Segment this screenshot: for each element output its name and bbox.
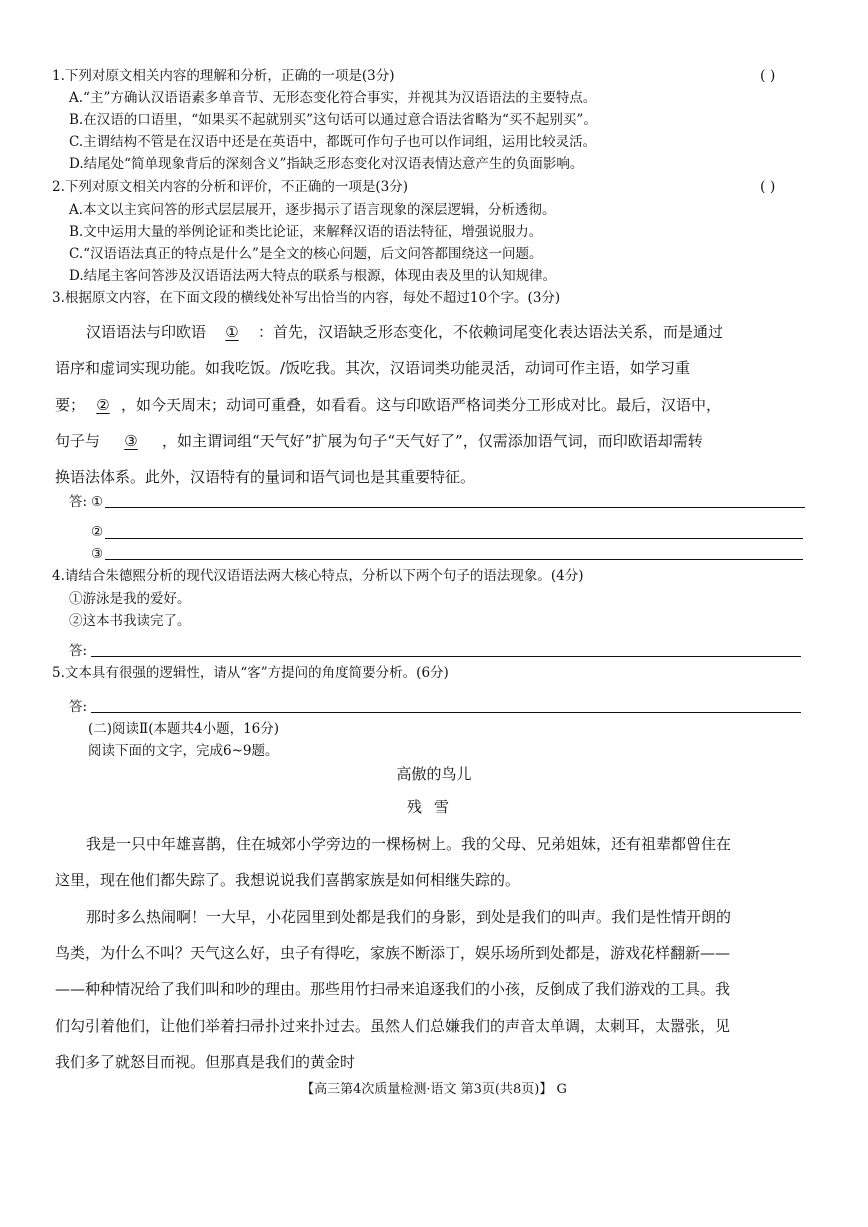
q3-passage-text: ：首先，汉语缺乏形态变化，不依赖词尾变化表达语法关系，而是通过 <box>258 323 724 341</box>
q3-passage-text: 句子与 <box>55 432 101 450</box>
story-author: 残雪 <box>406 798 461 816</box>
q3-passage-text: 汉语语法与印欧语 <box>86 323 207 341</box>
q3-passage-text: ，如主谓词组“天气好”扩展为句子“天气好了”，仅需添加语气词，而印欧语却需转 <box>162 432 703 450</box>
q2-stem: 2.下列对原文相关内容的分析和评价，不正确的一项是(3分) <box>52 179 409 195</box>
q2-option-d: D.结尾主客问答涉及汉语语法两大特点的联系与根源，体现由表及里的认知规律。 <box>69 268 557 284</box>
q2-option-b: B.文中运用大量的举例论证和类比论证，来解释汉语的语法特征，增强说服力。 <box>69 224 543 240</box>
q3-passage-line-1 <box>86 321 723 343</box>
q3-blank-1[interactable]: ① <box>225 323 239 341</box>
q1-option-c: C.主谓结构不管是在汉语中还是在英语中，都既可作句子也可以作词组，运用比较灵活。 <box>69 134 597 150</box>
q3-passage-text: 要； <box>55 396 86 414</box>
story-paragraph-line: 们勾引着他们，让他们举着扫帚扑过来扑过去。虽然人们总嫌我们的声音太单调，太刺耳，太嚣张，见 <box>55 1017 731 1035</box>
q1-option-a: A.“主”方确认汉语语素多单音节、无形态变化符合事实，并视其为汉语语法的主要特点。 <box>69 90 597 106</box>
section2-heading: (二)阅读Ⅱ(本题共4小题，16分) <box>88 721 280 737</box>
story-title: 高傲的鸟儿 <box>396 765 472 783</box>
q2-option-a: A.本文以主宾问答的形式层层展开，逐步揭示了语言现象的深层逻辑，分析透彻。 <box>69 202 556 218</box>
story-paragraph-line: 我们多了就怒目而视。但那真是我们的黄金时 <box>55 1053 356 1071</box>
story-paragraph-line: 那时多么热闹啊！一大早，小花园里到处都是我们的身影，到处是我们的叫声。我们是性情开朗的 <box>86 908 732 926</box>
q3-stem: 3.根据原文内容，在下面文段的横线处补写出恰当的内容，每处不超过10个字。(3分) <box>52 290 561 306</box>
q3-answer-mark-2: ② <box>91 524 104 540</box>
q5-answer-label: 答: <box>69 699 88 715</box>
page-footer: 【高三第4次质量检测·语文 第3页(共8页)】 G <box>301 1082 567 1097</box>
section2-instruction: 阅读下面的文字，完成6~9题。 <box>88 743 279 759</box>
q3-answer-line-1[interactable] <box>105 507 805 508</box>
q5-answer-line[interactable] <box>91 712 801 713</box>
story-paragraph-line: 这里，现在他们都失踪了。我想说说我们喜鹊家族是如何相继失踪的。 <box>55 871 521 889</box>
q3-blank-3[interactable]: ③ <box>124 432 138 450</box>
q3-answer-line-2[interactable] <box>105 538 803 539</box>
q4-stem: 4.请结合朱德熙分析的现代汉语语法两大核心特点，分析以下两个句子的语法现象。(4分) <box>52 568 584 584</box>
q3-answer-mark-3: ③ <box>91 546 104 562</box>
q3-passage-line-2: 语序和虚词实现功能。如我吃饭。/饭吃我。其次，汉语词类功能灵活，动词可作主语，如学习重 <box>55 359 691 377</box>
q1-option-d: D.结尾处“简单现象背后的深刻含义”指缺乏形态变化对汉语表情达意产生的负面影响。 <box>69 156 584 172</box>
q3-passage-line-4 <box>55 430 703 452</box>
q1-option-b: B.在汉语的口语里，“如果买不起就别买”这句话可以通过意合语法省略为“买不起别买”。 <box>69 112 597 128</box>
story-paragraph-line: ——种种情况给了我们叫和吵的理由。那些用竹扫帚来追逐我们的小孩，反倒成了我们游戏的工具。我 <box>55 980 731 998</box>
q2-option-c: C.“汉语语法真正的特点是什么”是全文的核心问题，后文问答都围绕这一问题。 <box>69 246 543 262</box>
q3-blank-2[interactable]: ② <box>96 396 110 414</box>
story-paragraph-line: 我是一只中年雄喜鹊，住在城郊小学旁边的一棵杨树上。我的父母、兄弟姐妹，还有祖辈都曾住在 <box>86 835 732 853</box>
q4-sentence-2: ②这本书我读完了。 <box>69 613 191 629</box>
q5-stem: 5.文本具有很强的逻辑性，请从“客”方提问的角度简要分析。(6分) <box>52 665 449 681</box>
q3-passage-text: ，如今天周末；动词可重叠，如看看。这与印欧语严格词类分工形成对比。最后，汉语中， <box>121 396 722 414</box>
q4-sentence-1: ①游泳是我的爱好。 <box>69 591 191 607</box>
q1-stem: 1.下列对原文相关内容的理解和分析，正确的一项是(3分) <box>52 68 395 84</box>
story-paragraph-line: 鸟类，为什么不叫？天气这么好，虫子有得吃，家族不断添丁，娱乐场所到处都是，游戏花样翻新—— <box>55 944 731 962</box>
q2-answer-bracket: ( ) <box>760 179 776 195</box>
q3-passage-line-3 <box>55 394 721 416</box>
q3-answer-label: 答: <box>69 494 88 510</box>
q4-answer-label: 答: <box>69 643 88 659</box>
q3-answer-line-3[interactable] <box>105 559 803 560</box>
q4-answer-line[interactable] <box>91 656 801 657</box>
q3-answer-mark-1: ① <box>91 494 104 510</box>
q1-answer-bracket: ( ) <box>760 68 776 84</box>
q3-passage-line-5: 换语法体系。此外，汉语特有的量词和语气词也是其重要特征。 <box>55 468 476 486</box>
